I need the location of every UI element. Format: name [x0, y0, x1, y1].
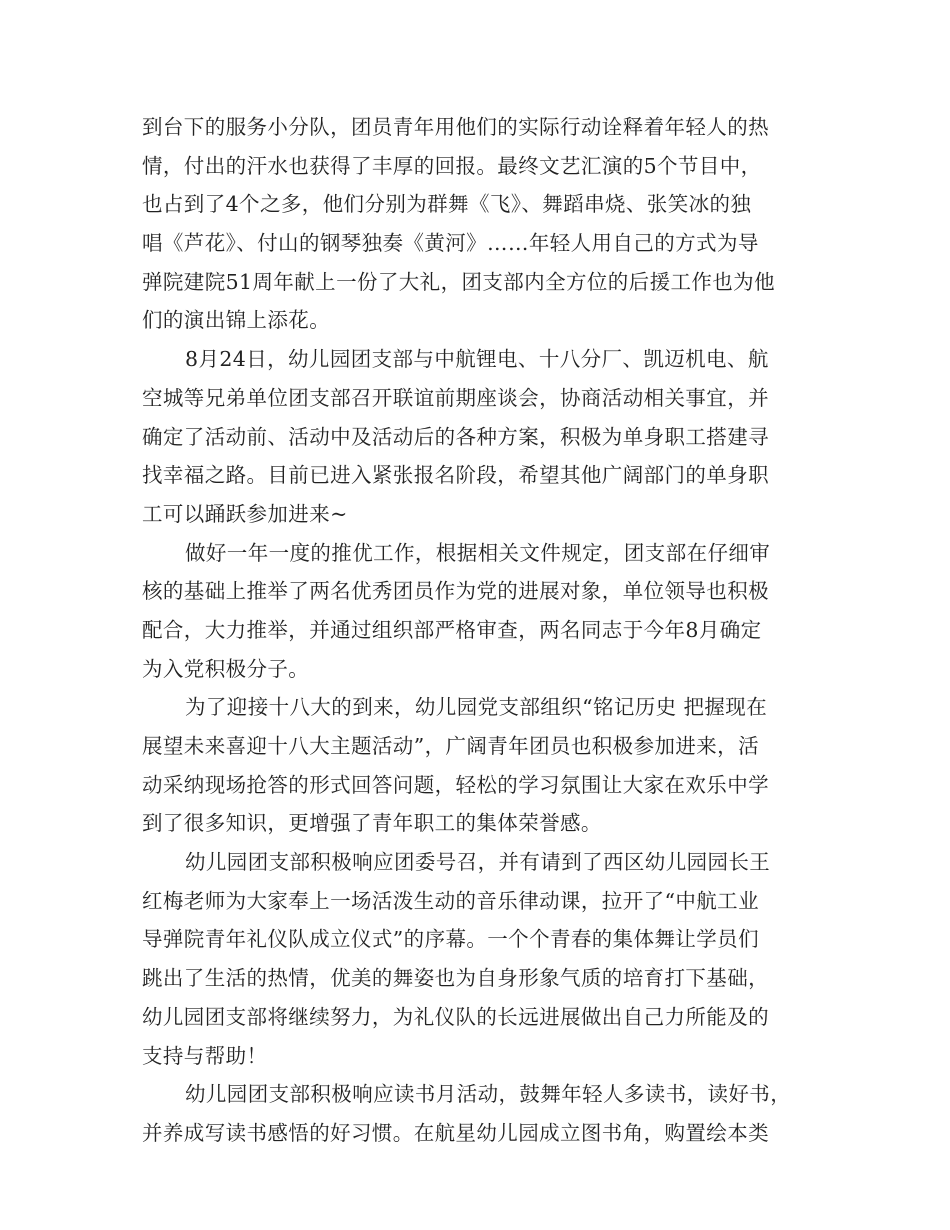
text-line: 跳出了生活的热情，优美的舞姿也为自身形象气质的培育打下基础， [142, 966, 769, 991]
text-line: 到了很多知识，更增强了青年职工的集体荣誉感。 [142, 811, 602, 836]
text-line: 幼儿园团支部将继续努力，为礼仪队的长远进展做出自己力所能及的 [142, 1004, 769, 1029]
text-line: 也占到了4个之多，他们分别为群舞《飞》、舞蹈串烧、张笑冰的独 [142, 192, 752, 217]
paragraph-art-performance [142, 108, 807, 340]
paragraph-etiquette-team [142, 843, 807, 1075]
text-line: 唱《芦花》、付山的钢琴独奏《黄河》……年轻人用自己的方式为导 [142, 231, 759, 256]
text-line: 为了迎接十八大的到来，幼儿园党支部组织“铭记历史 把握现在 [185, 695, 768, 720]
paragraph-friendship-meeting [142, 340, 807, 533]
text-line: 到台下的服务小分队，团员青年用他们的实际行动诠释着年轻人的热 [142, 115, 769, 139]
text-line: 做好一年一度的推优工作，根据相关文件规定，团支部在仔细审 [185, 540, 771, 565]
text-line: 红梅老师为大家奉上一场活泼生动的音乐律动课，拉开了“中航工业 [142, 888, 759, 913]
text-line: 确定了活动前、活动中及活动后的各种方案，积极为单身职工搭建寻 [142, 424, 769, 449]
text-line: 展望未来喜迎十八大主题活动”，广阔青年团员也积极参加进来，活 [142, 734, 759, 758]
document-body [142, 108, 807, 1153]
text-line: 工可以踊跃参加进来~ [142, 501, 348, 526]
text-line: 核的基础上推举了两名优秀团员作为党的进展对象，单位领导也积极 [142, 579, 769, 604]
text-line: 幼儿园团支部积极响应团委号召，并有请到了西区幼儿园园长王 [185, 850, 771, 875]
text-line: 幼儿园团支部积极响应读书月活动，鼓舞年轻人多读书，读好书， [185, 1082, 792, 1107]
text-line: 动采纳现场抢答的形式回答问题，轻松的学习氛围让大家在欢乐中学 [142, 772, 769, 797]
paragraph-recommendation [142, 534, 807, 689]
text-line: 8月24日，幼儿园团支部与中航锂电、十八分厂、凯迈机电、航 [185, 347, 769, 372]
text-line: 弹院建院51周年献上一份了大礼，团支部内全方位的后援工作也为他 [142, 269, 775, 294]
paragraph-eighteenth-congress [142, 688, 807, 843]
text-line: 情，付出的汗水也获得了丰厚的回报。最终文艺汇演的5个节目中， [142, 153, 762, 178]
text-line: 支持与帮助！ [142, 1043, 268, 1068]
text-line: 导弹院青年礼仪队成立仪式”的序幕。一个个青春的集体舞让学员们 [142, 927, 759, 952]
text-line: 并养成写读书感悟的好习惯。在航星幼儿园成立图书角，购置绘本类 [142, 1120, 769, 1145]
text-line: 们的演出锦上添花。 [142, 308, 331, 333]
text-line: 为入党积极分子。 [142, 656, 310, 681]
text-line: 找幸福之路。目前已进入紧张报名阶段，希望其他广阔部门的单身职 [142, 463, 769, 488]
paragraph-reading-month [142, 1075, 807, 1152]
text-line: 配合，大力推举，并通过组织部严格审查，两名同志于今年8月确定 [142, 617, 762, 642]
text-line: 空城等兄弟单位团支部召开联谊前期座谈会，协商活动相关事宜，并 [142, 385, 769, 410]
